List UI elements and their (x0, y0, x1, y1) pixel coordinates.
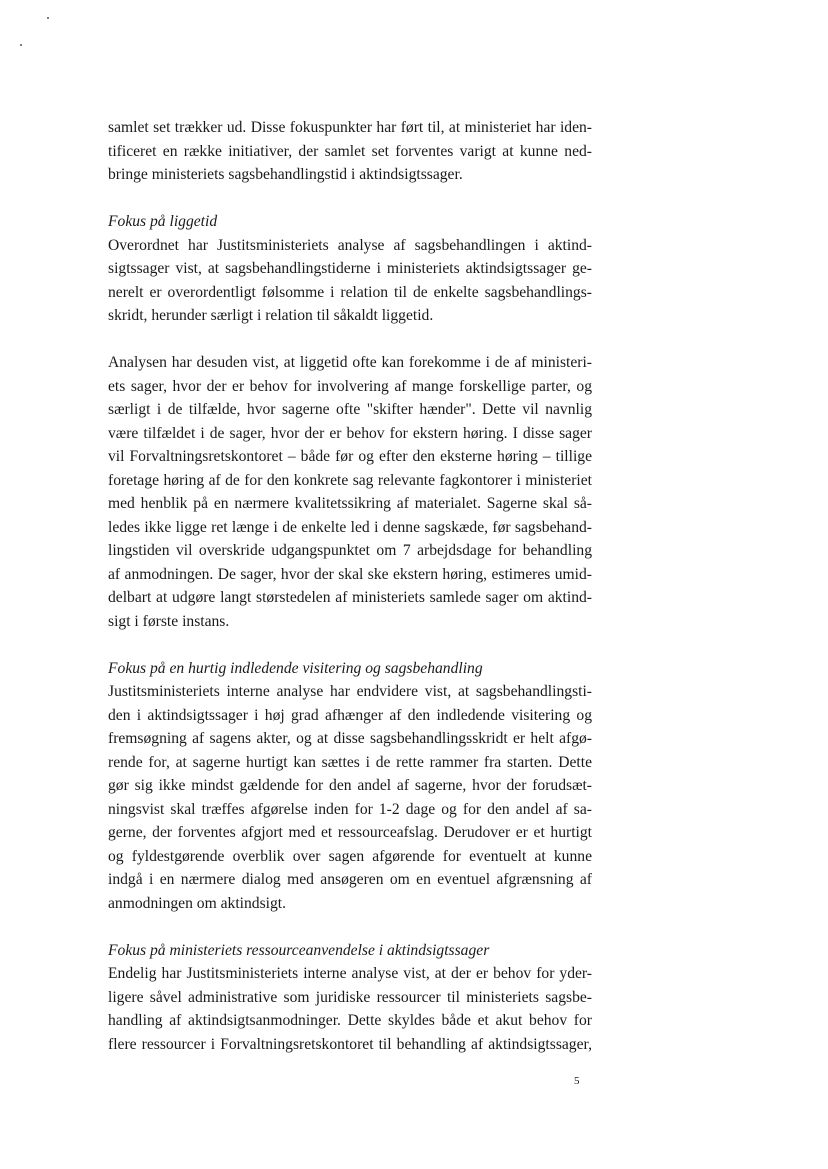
text-line: den i aktindsigtssager i høj grad afhænger af den indledende visitering og (108, 706, 592, 724)
text-line: fremsøgning af sagens akter, og at disse sagsbehandlingsskridt er helt afgø- (108, 730, 592, 747)
section (108, 210, 592, 328)
paragraph-gap (108, 633, 592, 657)
page-number: 5 (574, 1075, 580, 1087)
paragraph (108, 351, 592, 633)
text-line: gerne, der forventes afgjort med et ressourceafslag. Derudover er et hurtigt (108, 824, 592, 841)
text-line: handling af aktindsigtsanmodninger. Dette skyldes både et akut behov for (108, 1012, 592, 1029)
text-line: anmodningen om aktindsigt. (108, 894, 287, 912)
text-line: Endelig har Justitsministeriets interne analyse vist, at der er behov for yder- (108, 965, 592, 982)
scan-speck (47, 17, 49, 19)
text-line: og fyldestgørende overblik over sagen afgørende for eventuelt at kunne (108, 847, 592, 865)
text-line: ets sager, hvor der er behov for involvering af mange forskellige parter, og (108, 377, 592, 395)
text-line: af anmodningen. De sager, hvor der skal ske ekstern høring, estimeres umid- (108, 565, 592, 583)
scan-speck (20, 44, 22, 46)
text-line: gør sig ikke mindst gældende for den andel af sagerne, hvor der forudsæt- (108, 777, 592, 794)
text-line: Justitsministeriets interne analyse har endvidere vist, at sagsbehandlingsti- (108, 683, 592, 700)
paragraph-gap (108, 187, 592, 211)
text-line: rende for, at sagerne hurtigt kan sættes i de rette rammer fra starten. Dette (108, 753, 592, 771)
text-line: samlet set trækker ud. Disse fokuspunkter har ført til, at ministeriet har iden- (108, 119, 592, 136)
section-heading: Fokus på ministeriets ressourceanvendelse i aktindsigtssager (108, 941, 490, 959)
text-line: tificeret en række initiativer, der samlet set forventes varigt at kunne ned- (108, 142, 592, 160)
text-line: være tilfældet i de sager, hvor der er behov for ekstern høring. I disse sager (108, 424, 592, 442)
text-line: skridt, herunder særligt i relation til såkaldt liggetid. (108, 307, 434, 324)
text-line: ligere såvel administrative som juridiske ressourcer til ministeriets sagsbe- (108, 988, 592, 1006)
text-line: foretage høring af de for den konkrete sag relevante fagkontorer i ministeriet (108, 471, 592, 489)
text-line: særligt i de tilfælde, hvor sagerne ofte "skifter hænder". Dette vil navnlig (108, 401, 592, 418)
section-heading: Fokus på liggetid (108, 213, 218, 230)
text-line: indgå i en nærmere dialog med ansøgeren om en eventuel afgrænsning af (108, 871, 592, 888)
section (108, 657, 592, 916)
text-line: Overordnet har Justitsministeriets analyse af sagsbehandlingen i aktind- (108, 236, 592, 254)
text-line: sigt i første instans. (108, 612, 230, 630)
text-line: lingstiden vil overskride udgangspunktet om 7 arbejdsdage for behandling (108, 542, 592, 559)
section (108, 939, 592, 1057)
text-line: sigtssager vist, at sagsbehandlingstiderne i ministeriets aktindsigtssager ge- (108, 260, 592, 277)
text-line: flere ressourcer i Forvaltningsretskontoret til behandling af aktindsigtssager, (108, 1035, 592, 1053)
text-line: Analysen har desuden vist, at liggetid ofte kan forekomme i de af ministeri- (108, 354, 592, 371)
text-line: med henblik på en nærmere kvalitetssikring af materialet. Sagerne skal så- (108, 495, 592, 512)
paragraph-gap (108, 328, 592, 352)
section-heading: Fokus på en hurtig indledende visitering og sagsbehandling (108, 659, 483, 677)
paragraph-gap (108, 915, 592, 939)
text-line: delbart at udgøre langt størstedelen af ministeriets samlede sager om aktind- (108, 589, 592, 606)
text-line: ledes ikke ligge ret længe i de enkelte led i denne sagskæde, før sagsbehand- (108, 518, 592, 536)
text-line: nerelt er overordentligt følsomme i relation til de enkelte sagsbehandlings- (108, 283, 592, 301)
text-line: bringe ministeriets sagsbehandlingstid i aktindsigtssager. (108, 166, 463, 183)
paragraph (108, 116, 592, 187)
document-body (108, 116, 592, 1056)
text-line: ningsvist skal træffes afgørelse inden for 1-2 dage og for den andel af sa- (108, 800, 592, 818)
text-line: vil Forvaltningsretskontoret – både før og efter den eksterne høring – tillige (108, 448, 592, 465)
